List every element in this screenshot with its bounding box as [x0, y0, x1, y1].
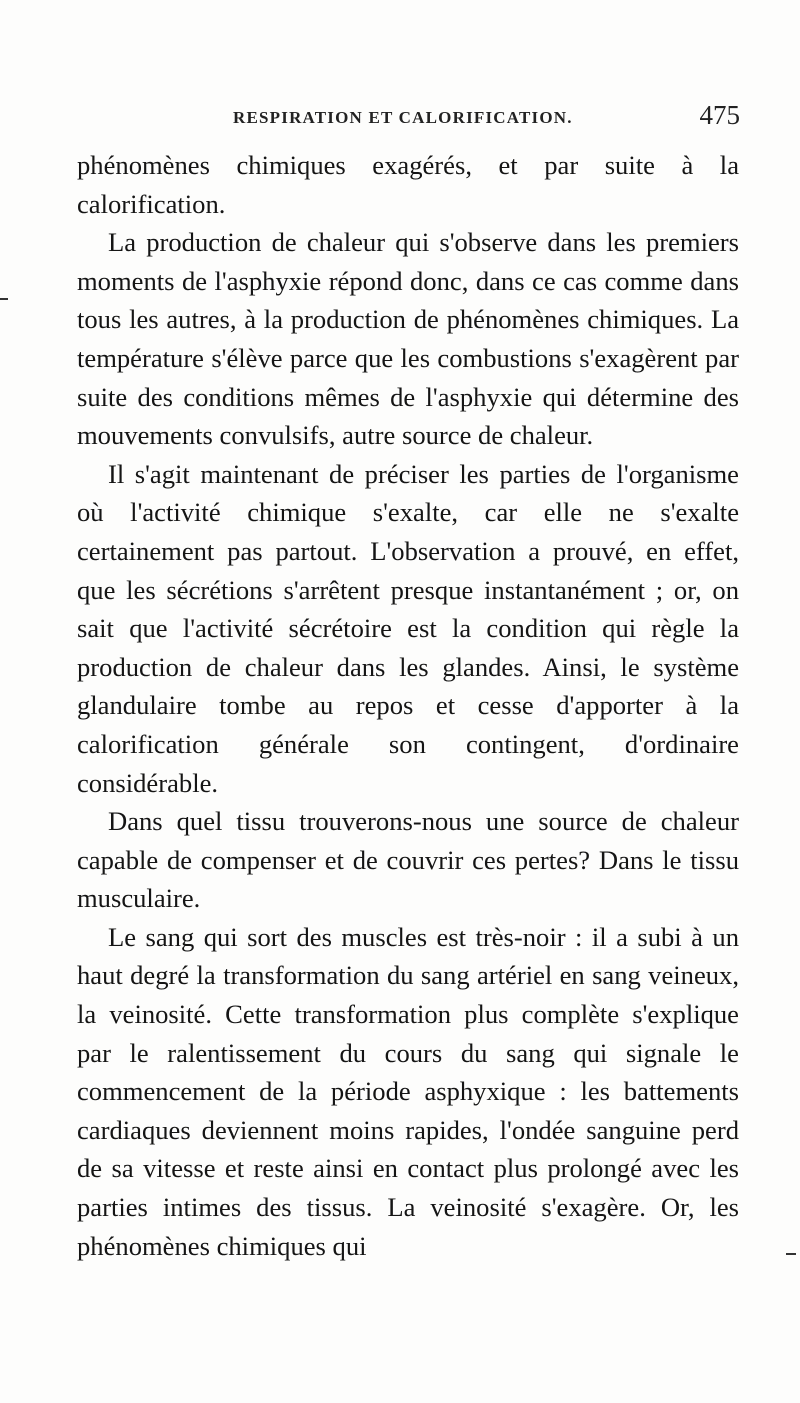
margin-mark — [786, 1253, 796, 1255]
margin-mark — [0, 298, 8, 300]
running-head: RESPIRATION ET CALORIFICATION. — [233, 108, 573, 127]
paragraph: Il s'agit maintenant de préciser les parties de l'organisme où l'activité chimique s'exalte, car elle ne s'exalte certainement pas partout. L'observation a prouvé, en effet, que les sécrétions s'arrêtent presque instantanément ; or, on sait que l'activité sécrétoire est la condition qui règle la production de chaleur dans les glandes. Ainsi, le système glandulaire tombe au repos et cesse d'apporter à la calorification générale son contingent, d'ordinaire considérable. — [77, 458, 739, 798]
paragraph: phénomènes chimiques exagérés, et par suite à la calorification. — [77, 150, 739, 219]
page-number: 475 — [699, 100, 740, 130]
paragraph: Dans quel tissu trouverons-nous une source de chaleur capable de compenser et de couvrir ces pertes? Dans le tissu musculaire. — [77, 806, 739, 914]
paragraph: La production de chaleur qui s'observe dans les premiers moments de l'asphyxie répond donc, dans ce cas comme dans tous les autres, à la production de phénomènes chimiques. La température s'élève parce que les combustions s'exagèrent par suite des conditions mêmes de l'asphyxie qui détermine des mouvements convulsifs, autre source de chaleur. — [77, 227, 739, 451]
page-header — [76, 100, 740, 134]
body-text — [77, 146, 739, 1265]
paragraph: Le sang qui sort des muscles est très-noir : il a subi à un haut degré la transformation du sang artériel en sang veineux, la veinosité. Cette transformation plus complète s'explique par le ralentissement du cours du sang qui signale le commencement de la période asphyxique : les battements cardiaques deviennent moins rapides, l'ondée sanguine perd de sa vitesse et reste ainsi en contact plus prolongé avec les parties intimes des tissus. La veinosité s'exagère. Or, les phénomènes chimiques qui — [77, 921, 739, 1261]
